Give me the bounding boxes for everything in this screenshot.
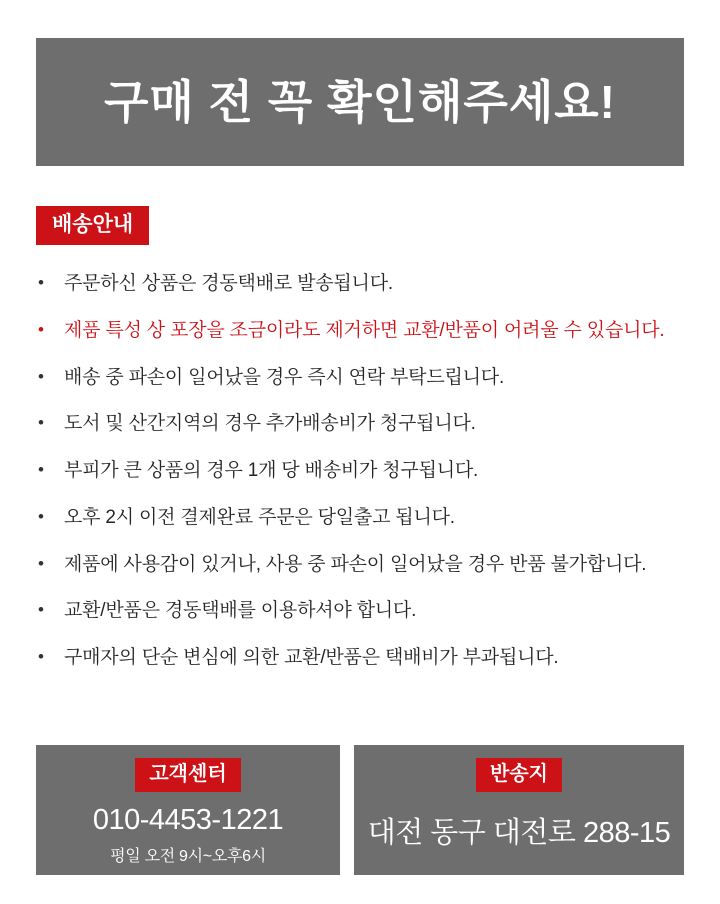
notice-list (36, 272, 696, 693)
list-item-text: 주문하신 상품은 경동택배로 발송됩니다. (64, 273, 393, 294)
bullet-icon: • (38, 273, 44, 292)
bullet-icon: • (38, 319, 44, 339)
customer-center-label: 고객센터 (135, 758, 240, 792)
list-item (36, 506, 696, 530)
bullet-icon: • (38, 413, 44, 433)
list-item-text: 배송 중 파손이 일어났을 경우 즉시 연락 부탁드립니다. (64, 366, 505, 388)
section-tag-shipping: 배송안내 (36, 206, 149, 245)
contact-info-row (36, 745, 684, 875)
bullet-icon: • (38, 506, 44, 526)
list-item (36, 459, 696, 483)
list-item (36, 412, 696, 436)
customer-center-hours: 평일 오전 9시~오후6시 (110, 848, 266, 865)
bullet-icon: • (38, 553, 44, 573)
return-address-box (354, 745, 684, 875)
list-item (36, 553, 696, 577)
list-item (36, 366, 696, 390)
bullet-icon: • (38, 460, 44, 479)
customer-center-phone: 010-4453-1221 (92, 804, 284, 836)
return-address-label: 반송지 (476, 758, 562, 792)
list-item-text: 제품에 사용감이 있거나, 사용 중 파손이 일어났을 경우 반품 불가합니다. (64, 553, 647, 575)
list-item (36, 319, 696, 343)
list-item (36, 646, 696, 670)
list-item (36, 599, 696, 623)
list-item-text: 교환/반품은 경동택배를 이용하셔야 합니다. (64, 600, 417, 622)
list-item-text: 부피가 큰 상품의 경우 1개 당 배송비가 청구됩니다. (64, 460, 479, 481)
list-item-text: 오후 2시 이전 결제완료 주문은 당일출고 됩니다. (64, 506, 455, 528)
bullet-icon: • (38, 647, 44, 666)
list-item (36, 272, 696, 296)
list-item-text: 도서 및 산간지역의 경우 추가배송비가 청구됩니다. (64, 413, 476, 435)
list-item-text: 제품 특성 상 포장을 조금이라도 제거하면 교환/반품이 어려울 수 있습니다. (64, 319, 665, 341)
title-banner (36, 38, 684, 166)
customer-center-box (36, 745, 340, 875)
bullet-icon: • (38, 600, 44, 620)
bullet-icon: • (38, 366, 44, 386)
list-item-text: 구매자의 단순 변심에 의한 교환/반품은 택배비가 부과됩니다. (64, 647, 559, 668)
return-address-text: 대전 동구 대전로 288-15 (367, 817, 671, 849)
page-title: 구매 전 꼭 확인해주세요! (103, 76, 617, 128)
